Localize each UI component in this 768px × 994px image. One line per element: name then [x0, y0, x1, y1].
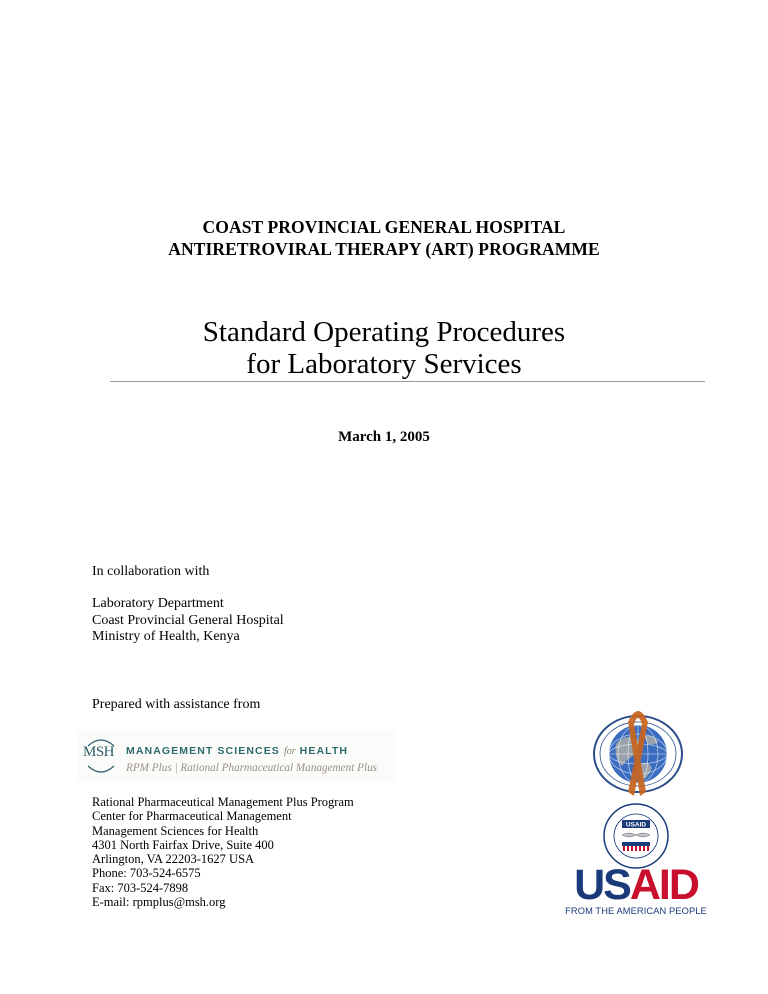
collaborator-line: Coast Provincial General Hospital	[92, 612, 284, 628]
msh-subtitle: RPM Plus | Rational Pharmaceutical Management Plus	[126, 762, 378, 774]
address-line: Management Sciences for Health	[92, 823, 259, 838]
usaid-tagline: FROM THE AMERICAN PEOPLE	[565, 906, 707, 916]
address-line: Rational Pharmaceutical Management Plus Program	[92, 795, 354, 809]
organization-header	[0, 216, 768, 260]
usaid-logo	[556, 800, 716, 920]
global-aids-seal-icon	[588, 700, 688, 800]
msh-mark-text: MSH	[83, 744, 115, 760]
document-title-line-1: Standard Operating Procedures	[202, 316, 566, 348]
org-header-line-2: ANTIRETROVIRAL THERAPY (ART) PROGRAMME	[168, 239, 600, 259]
address-line: Arlington, VA 22203-1627 USA	[92, 852, 255, 867]
collaboration-list	[92, 596, 284, 646]
document-title-line-2: for Laboratory Services	[246, 348, 522, 380]
usaid-word-aid: AID	[629, 861, 698, 909]
msh-name-part-1: MANAGEMENT SCIENCES	[126, 745, 280, 757]
address-line: Center for Pharmaceutical Management	[92, 809, 292, 824]
org-header-line-1: COAST PROVINCIAL GENERAL HOSPITAL	[202, 217, 566, 237]
address-fax: Fax: 703-524-7898	[92, 880, 189, 895]
title-divider	[110, 381, 705, 382]
usaid-wordmark	[556, 862, 716, 908]
usaid-word-us: US	[574, 861, 630, 909]
usaid-seal-icon	[602, 802, 670, 870]
document-date: March 1, 2005	[338, 429, 430, 445]
address-phone: Phone: 703-524-6575	[92, 866, 201, 881]
msh-name	[126, 745, 348, 757]
address-block	[92, 795, 354, 909]
svg-text:USAID: USAID	[625, 821, 647, 829]
document-title	[0, 316, 768, 380]
msh-logo	[78, 730, 396, 782]
collaborator-line: Laboratory Department	[92, 596, 224, 611]
msh-name-part-2: HEALTH	[299, 745, 349, 757]
collaborator-line: Ministry of Health, Kenya	[92, 629, 240, 644]
address-email: E-mail: rpmplus@msh.org	[92, 895, 226, 910]
prepared-intro: Prepared with assistance from	[92, 697, 261, 712]
collaboration-intro: In collaboration with	[92, 564, 210, 579]
msh-name-for: for	[283, 746, 296, 757]
address-line: 4301 North Fairfax Drive, Suite 400	[92, 837, 274, 852]
